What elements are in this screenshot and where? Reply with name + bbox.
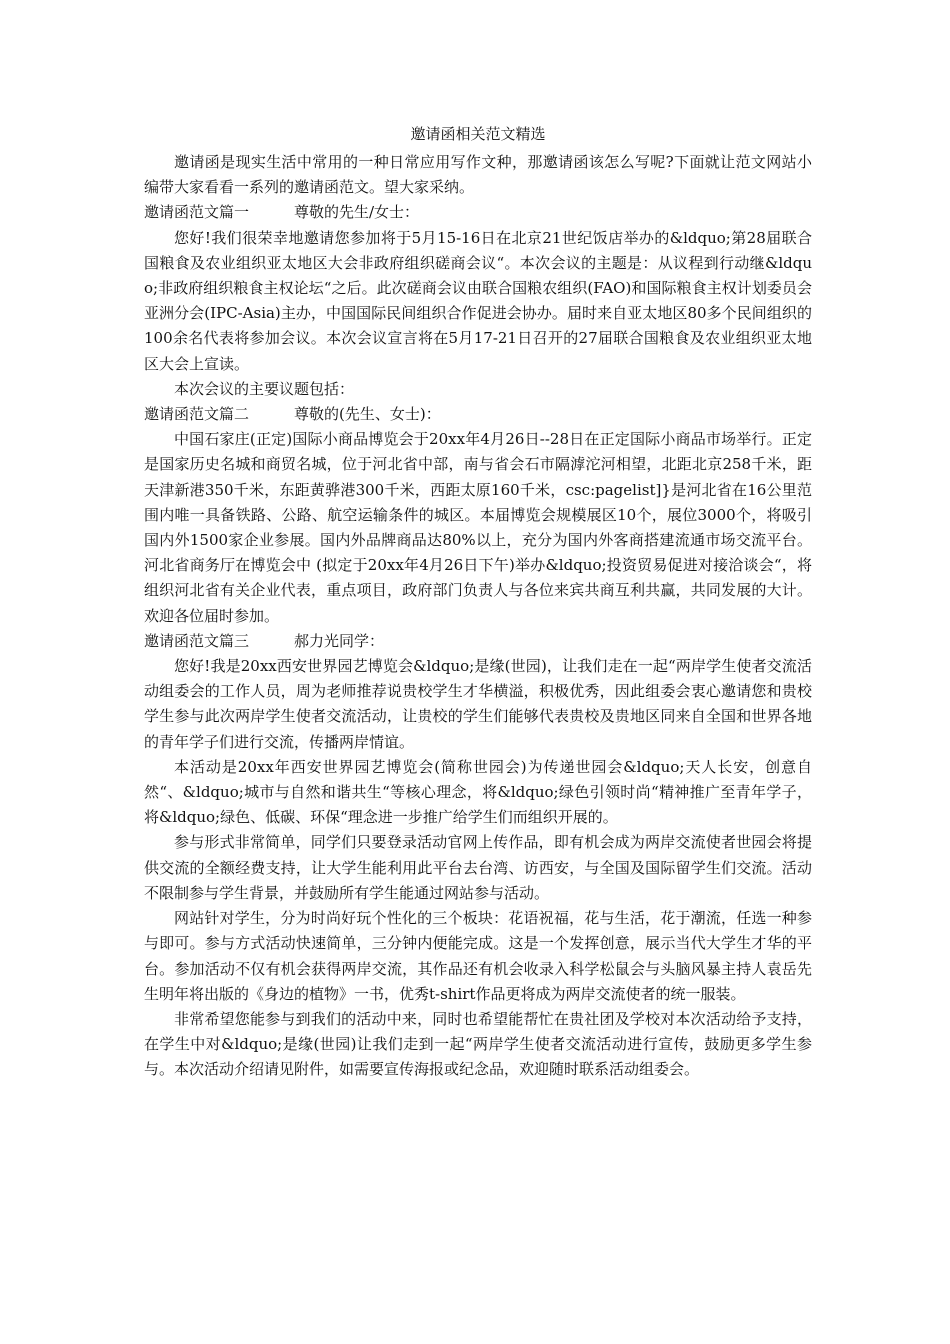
intro-paragraph: 邀请函是现实生活中常用的一种日常应用写作文种，那邀请函该怎么写呢?下面就让范文网站小编带大家看看一系列的邀请函范文。望大家采纳。 (144, 153, 812, 197)
salutation: 尊敬的先生/女士： (294, 203, 420, 222)
section-heading (144, 402, 812, 427)
body-paragraph: 参与形式非常简单，同学们只要登录活动官网上传作品，即有机会成为两岸交流使者世园会将提供交流的全额经费支持，让大学生能利用此平台去台湾、访西安，与全国及国际留学生们交流。活动不限制参与学生背景，并鼓励所有学生能通过网站参与活动。 (144, 833, 812, 902)
body-paragraph: 本次会议的主要议题包括： (174, 379, 355, 398)
section-title: 邀请函范文篇二 (144, 405, 250, 424)
section-title: 邀请函范文篇一 (144, 203, 250, 222)
body-paragraph: 您好!我们很荣幸地邀请您参加将于5月15-16日在北京21世纪饭店举办的&ldquo;第28届联合国粮食及农业组织亚太地区大会非政府组织磋商会议“。本次会议的主题是：从议程到行动继&ldquo;非政府组织粮食主权论坛“之后。此次磋商会议由联合国粮农组织(FAO)和国际粮食主权计划委员会亚洲分会(IPC-Asia)主办，中国国际民间组织合作促进会协办。届时来自亚太地区80多个民间组织的100余名代表将参加会议。本次会议宣言将在5月17-21日召开的27届联合国粮食及农业组织亚太地区大会上宣读。 (144, 228, 812, 373)
body-paragraph: 非常希望您能参与到我们的活动中来，同时也希望能帮忙在贵社团及学校对本次活动给予支持，在学生中对&ldquo;是缘(世园)让我们走到一起“两岸学生使者交流活动进行宣传，鼓励更多学生参与。本次活动介绍请见附件，如需要宣传海报或纪念品，欢迎随时联系活动组委会。 (144, 1009, 812, 1079)
body-paragraph: 本活动是20xx年西安世界园艺博览会(简称世园会)为传递世园会&ldquo;天人长安，创意自然“、&ldquo;城市与自然和谐共生“等核心理念，将&ldquo;绿色引领时尚“精神推广至青年学子，将&ldquo;绿色、低碳、环保“理念进一步推广给学生们而组织开展的。 (144, 757, 812, 827)
section-heading (144, 200, 812, 225)
section-heading (144, 629, 812, 654)
document-page (144, 120, 812, 1083)
document-title: 邀请函相关范文精选 (410, 125, 546, 143)
salutation: 尊敬的(先生、女士)： (294, 405, 441, 424)
salutation: 郝力光同学： (294, 631, 385, 650)
body-paragraph: 您好!我是20xx西安世界园艺博览会&ldquo;是缘(世园)，让我们走在一起“两岸学生使者交流活动组委会的工作人员，周为老师推荐说贵校学生才华横溢，积极优秀，因此组委会衷心邀请您和贵校学生参与此次两岸学生使者交流活动，让贵校的学生们能够代表贵校及贵地区同来自全国和世界各地的青年学子们进行交流，传播两岸情谊。 (144, 657, 812, 751)
section-title: 邀请函范文篇三 (144, 631, 250, 650)
body-paragraph: 中国石家庄(正定)国际小商品博览会于20xx年4月26日--28日在正定国际小商品市场举行。正定是国家历史名城和商贸名城，位于河北省中部，南与省会石市隔滹沱河相望，北距北京258千米，距天津新港350千米，东距黄骅港300千米，西距太原160千米，csc:pagelist]}是河北省在16公里范围内唯一具备铁路、公路、航空运输条件的城区。本届博览会规模展区10个，展位3000个，将吸引国内外1500家企业参展。国内外品牌商品达80%以上，充分为国内外客商搭建流通市场交流平台。河北省商务厅在博览会中 (拟定于20xx年4月26日下午)举办&ldquo;投资贸易促进对接洽谈会“，将组织河北省有关企业代表，重点项目，政府部门负责人与各位来宾共商互利共赢，共同发展的大计。欢迎各位届时参加。 (144, 430, 812, 625)
body-paragraph: 网站针对学生，分为时尚好玩个性化的三个板块：花语祝福，花与生活，花于潮流，任选一种参与即可。参与方式活动快速简单，三分钟内便能完成。这是一个发挥创意，展示当代大学生才华的平台。参加活动不仅有机会获得两岸交流，其作品还有机会收录入科学松鼠会与头脑风暴主持人袁岳先生明年将出版的《身边的植物》一书，优秀t-shirt作品更将成为两岸交流使者的统一服装。 (144, 909, 812, 1003)
